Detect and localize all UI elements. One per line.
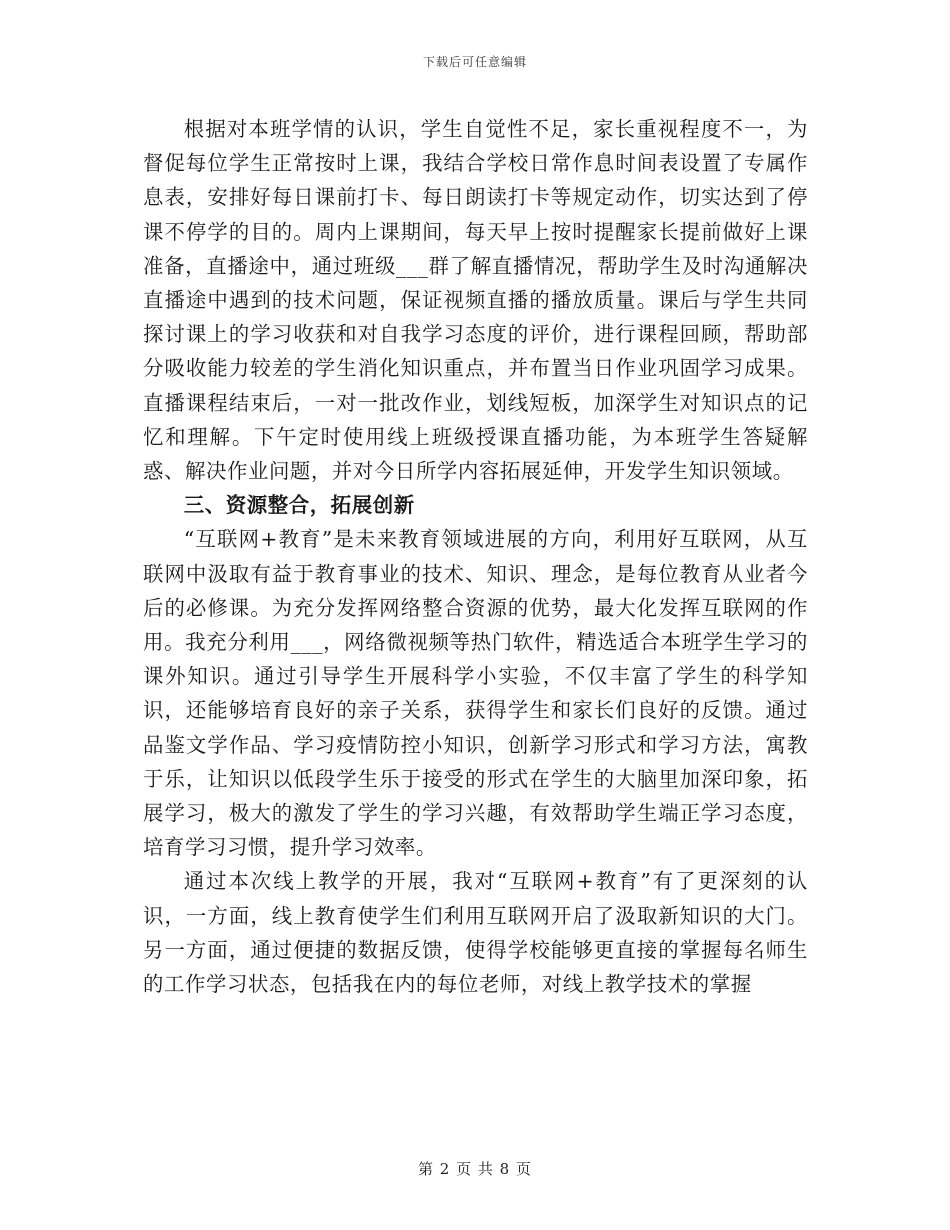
page-number: 第 2 页 共 8 页 <box>418 1160 532 1178</box>
paragraph: 通过本次线上教学的开展，我对“互联网+教育”有了更深刻的认识，一方面，线上教育使学生们利用互联网开启了汲取新知识的大门。另一方面，通过便捷的数据反馈，使得学校能够更直接的掌握每名师生的工作学习状态，包括我在内的每位老师，对线上教学技术的掌握 <box>143 869 808 997</box>
page-header: 下载后可任意编辑 <box>422 55 527 69</box>
paragraph: “互联网+教育”是未来教育领域进展的方向，利用好互联网，从互联网中汲取有益于教育事业的技术、知识、理念，是每位教育从业者今后的必修课。为充分发挥网络整合资源的优势，最大化发挥互联网的作用。我充分利用___，网络微视频等热门软件，精选适合本班学生学习的课外知识。通过引导学生开展科学小实验，不仅丰富了学生的科学知识，还能够培育良好的亲子关系，获得学生和家长们良好的反馈。通过品鉴文学作品、学习疫情防控小知识，创新学习形式和学习方法，寓教于乐，让知识以低段学生乐于接受的形式在学生的大脑里加深印象，拓展学习，极大的激发了学生的学习兴趣，有效帮助学生端正学习态度，培育学习习惯，提升学习效率。 <box>143 527 808 860</box>
paragraph: 根据对本班学情的认识，学生自觉性不足，家长重视程度不一，为督促每位学生正常按时上课，我结合学校日常作息时间表设置了专属作息表，安排好每日课前打卡、每日朗读打卡等规定动作，切实达到了停课不停学的目的。周内上课期间，每天早上按时提醒家长提前做好上课准备，直播途中，通过班级___群了解直播情况，帮助学生及时沟通解决直播途中遇到的技术问题，保证视频直播的播放质量。课后与学生共同探讨课上的学习收获和对自我学习态度的评价，进行课程回顾，帮助部分吸收能力较差的学生消化知识重点，并布置当日作业巩固学习成果。直播课程结束后，一对一批改作业，划线短板，加深学生对知识点的记忆和理解。下午定时使用线上班级授课直播功能，为本班学生答疑解惑、解决作业问题，并对今日所学内容拓展延伸，开发学生知识领域。 <box>143 117 808 484</box>
document-body <box>143 112 808 1001</box>
section-heading: 三、资源整合，拓展创新 <box>183 493 415 518</box>
